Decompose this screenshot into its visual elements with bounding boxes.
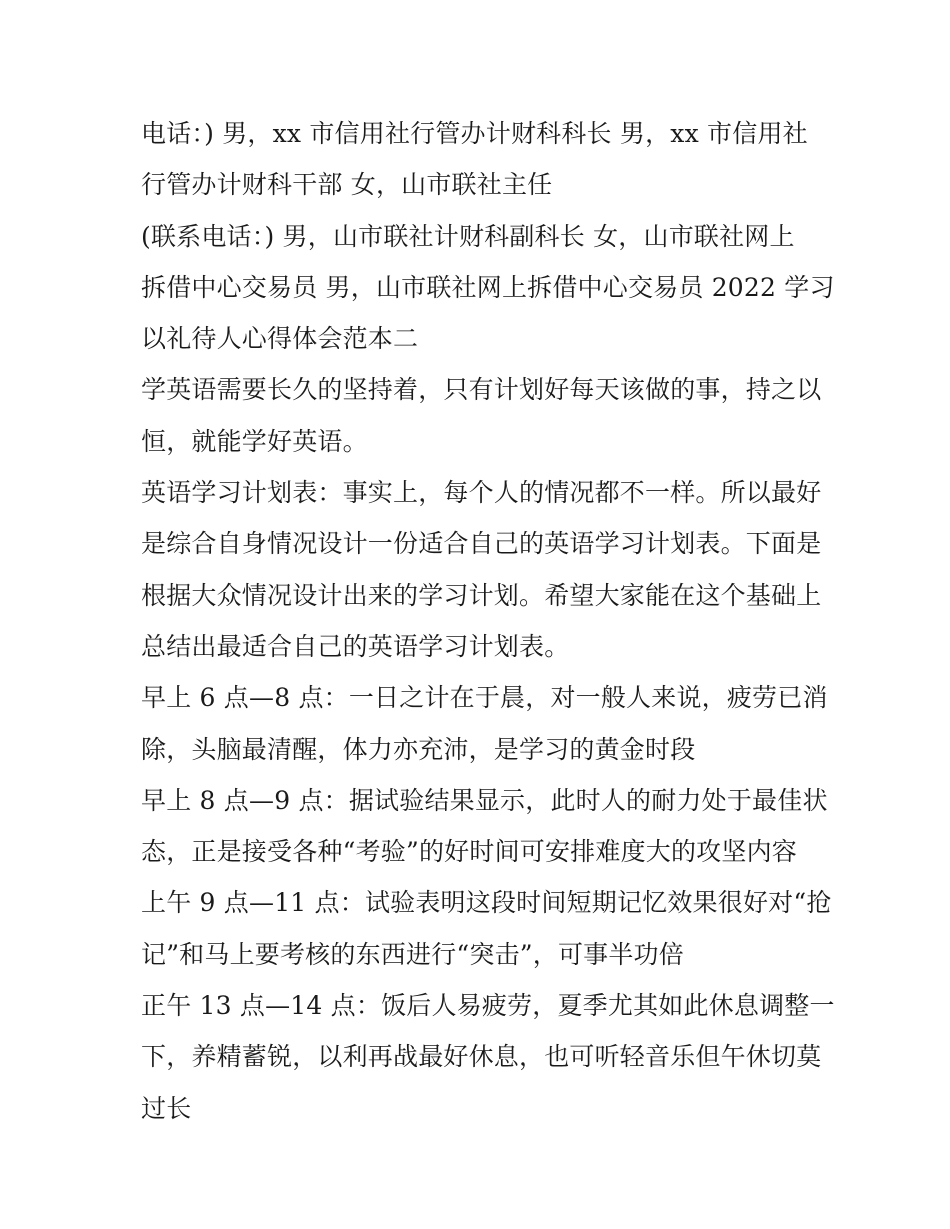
text-line: 正午 13 点—14 点：饭后人易疲劳，夏季尤其如此休息调整一 [141, 991, 835, 1021]
text-line: 以礼待人心得体会范本二 [141, 324, 419, 354]
text-line: 总结出最适合自己的英语学习计划表。 [141, 631, 570, 661]
text-line: 英语学习计划表：事实上，每个人的情况都不一样。所以最好 [141, 478, 822, 508]
text-line: 根据大众情况设计出来的学习计划。希望大家能在这个基础上 [141, 580, 822, 610]
text-line: 电话：) 男，xx 市信用社行管办计财科科长 男，xx 市信用社 [141, 119, 808, 148]
text-line: 态，正是接受各种“考验”的好时间可安排难度大的攻坚内容 [141, 837, 797, 867]
text-line: 学英语需要长久的坚持着，只有计划好每天该做的事，持之以 [141, 375, 822, 405]
text-line: 上午 9 点—11 点：试验表明这段时间短期记忆效果很好对“抢 [141, 888, 832, 918]
text-line: 是综合自身情况设计一份适合自己的英语学习计划表。下面是 [141, 529, 822, 559]
text-line: 行管办计财科干部 女，山市联社主任 [141, 170, 553, 200]
text-line: 过长 [141, 1093, 192, 1123]
text-line: 记”和马上要考核的东西进行“突击”，可事半功倍 [141, 939, 684, 969]
text-line: (联系电话：) 男，山市联社计财科副科长 女，山市联社网上 [141, 221, 795, 251]
text-line: 早上 6 点—8 点：一日之计在于晨，对一般人来说，疲劳已消 [141, 683, 828, 713]
text-line: 除，头脑最清醒，体力亦充沛，是学习的黄金时段 [141, 734, 696, 764]
document-page [141, 108, 835, 1134]
text-line: 恒，就能学好英语。 [141, 426, 368, 456]
text-line: 下，养精蓄锐，以利再战最好休息，也可听轻音乐但午休切莫 [141, 1042, 822, 1072]
text-line: 拆借中心交易员 男，山市联社网上拆借中心交易员 2022 学习 [141, 272, 835, 302]
text-line: 早上 8 点—9 点：据试验结果显示，此时人的耐力处于最佳状 [141, 785, 828, 815]
